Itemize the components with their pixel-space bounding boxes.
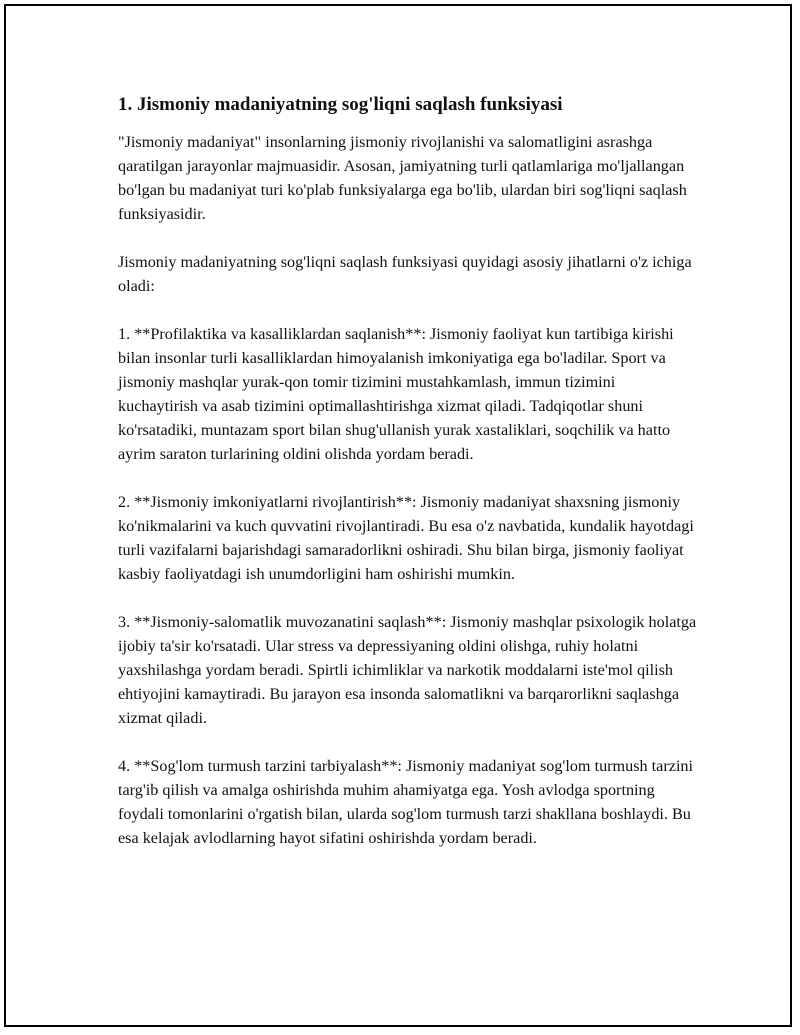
paragraph-intro: "Jismoniy madaniyat" insonlarning jismoniy rivojlanishi va salomatligini asrashga qaratilgan jarayonlar majmuasidir. Asosan, jamiyatning turli qatlamlariga mo'ljallangan bo'lgan bu madaniyat turi ko'plab funksiyalarga ega bo'lib, ulardan biri sog'liqni saqlash funksiyasidir. xyxy=(118,133,687,223)
section-heading: 1. Jismoniy madaniyatning sog'liqni saqlash funksiyasi xyxy=(118,94,563,115)
document-body xyxy=(118,92,698,874)
paragraph-item-2: 2. **Jismoniy imkoniyatlarni rivojlantirish**: Jismoniy madaniyat shaxsning jismoniy ko'nikmalarini va kuch quvvatini rivojlantiradi. Bu esa o'z navbatida, kundalik hayotdagi turli vazifalarni bajarishdagi samaradorlikni oshiradi. Shu bilan birga, jismoniy faoliyat kasbiy faoliyatdagi ish unumdorligini ham oshirishi mumkin. xyxy=(118,493,694,583)
paragraph-item-1: 1. **Profilaktika va kasalliklardan saqlanish**: Jismoniy faoliyat kun tartibiga kirishi bilan insonlar turli kasalliklardan himoyalanish imkoniyatiga ega bo'ladilar. Sport va jismoniy mashqlar yurak-qon tomir tizimini mustahkamlash, immun tizimini kuchaytirish va asab tizimini optimallashtirishga xizmat qiladi. Tadqiqotlar shuni ko'rsatadiki, muntazam sport bilan shug'ullanish yurak xastaliklari, soqchilik va hatto ayrim saraton turlarining oldini olishda yordam beradi. xyxy=(118,325,674,463)
paragraph-aspects-lead: Jismoniy madaniyatning sog'liqni saqlash funksiyasi quyidagi asosiy jihatlarni o'z ichiga oladi: xyxy=(118,253,692,295)
paragraph-item-4: 4. **Sog'lom turmush tarzini tarbiyalash**: Jismoniy madaniyat sog'lom turmush tarzini targ'ib qilish va amalga oshirishda muhim ahamiyatga ega. Yosh avlodga sportning foydali tomonlarini o'rgatish bilan, ularda sog'lom turmush tarzi shakllana boshlaydi. Bu esa kelajak avlodlarning hayot sifatini oshirishda yordam beradi. xyxy=(118,757,694,847)
paragraph-item-3: 3. **Jismoniy-salomatlik muvozanatini saqlash**: Jismoniy mashqlar psixologik holatga ijobiy ta'sir ko'rsatadi. Ular stress va depressiyaning oldini olishga, ruhiy holatni yaxshilashga yordam beradi. Spirtli ichimliklar va narkotik moddalarni iste'mol qilish ehtiyojini kamaytiradi. Bu jarayon esa insonda salomatlikni va barqarorlikni saqlashga xizmat qiladi. xyxy=(118,613,697,727)
